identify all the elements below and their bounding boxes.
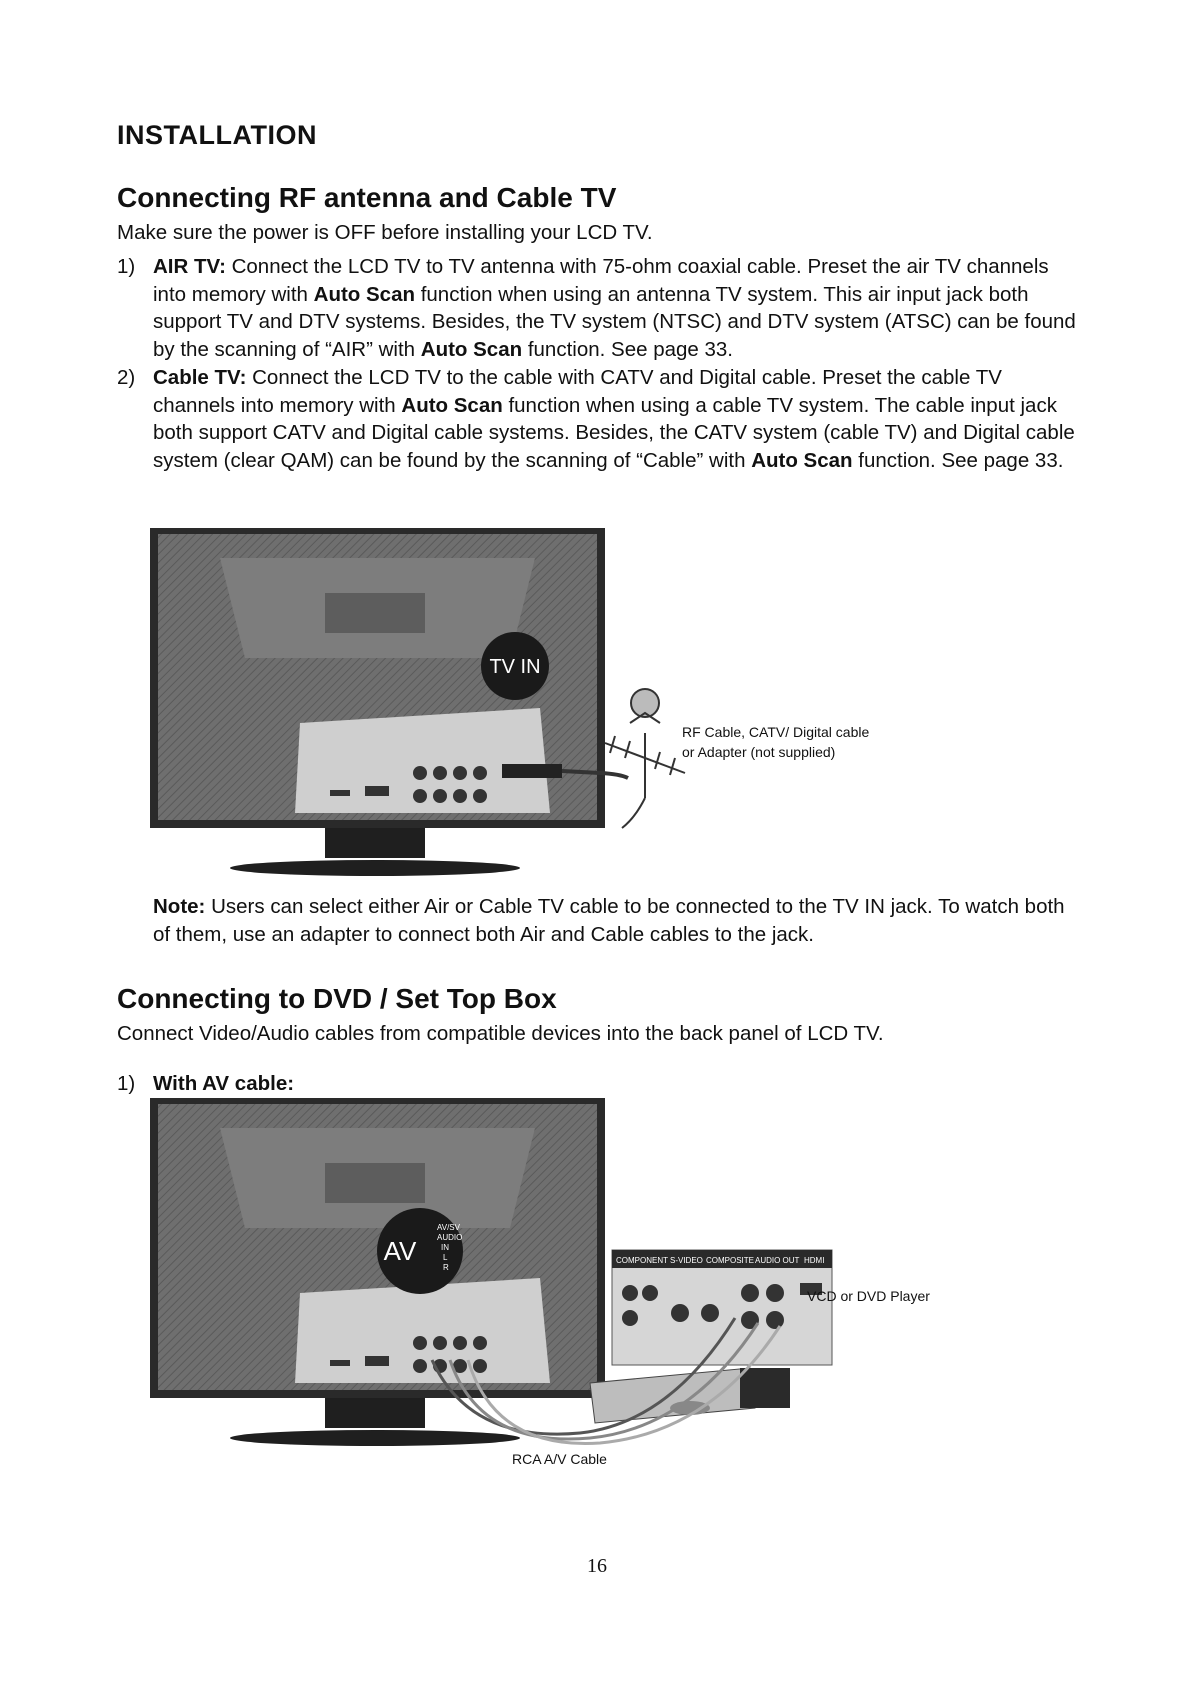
av-badge-label: AV [383, 1236, 417, 1266]
device-caption: VCD or DVD Player [807, 1288, 930, 1304]
section-title: INSTALLATION [117, 120, 317, 150]
dvd-item-1-number: 1) [117, 1072, 136, 1095]
dvd-player-front [740, 1368, 790, 1408]
av-badge-sub-5: R [443, 1263, 449, 1272]
panel-label-svideo: S-VIDEO [670, 1256, 703, 1265]
dvd-heading: Connecting to DVD / Set Top Box [117, 983, 557, 1014]
dvd-intro: Connect Video/Audio cables from compatible devices into the back panel of LCD TV. [117, 1022, 884, 1045]
tv-stand-neck [325, 1398, 425, 1428]
panel-label-audio-out: AUDIO OUT [755, 1256, 800, 1265]
dvd-player [590, 1368, 755, 1423]
panel-label-hdmi: HDMI [804, 1256, 825, 1265]
rf-item-1-number: 1) [117, 255, 136, 278]
rf-connection-figure [150, 528, 1010, 878]
panel-label-composite: COMPOSITE [706, 1256, 755, 1265]
rf-item-1-text: AIR TV: Connect the LCD TV to TV antenna with 75-ohm coaxial cable. Preset the air TV channels into memory with Auto Scan function when using an antenna TV system. This air input jack both support TV and DTV systems. Besides, the TV system (NTSC) and DTV system (ATSC) can be found by the scanning of “AIR” with Auto Scan function. See page 33. [153, 255, 1076, 361]
tv-in-badge-label: TV IN [489, 656, 541, 678]
rf-caption-line-1: RF Cable, CATV/ Digital cable [682, 724, 870, 740]
av-badge-sub-3: IN [441, 1243, 449, 1252]
rf-item-2-text: Cable TV: Connect the LCD TV to the cable with CATV and Digital cable. Preset the cable TV channels into memory with Auto Scan function when using a cable TV system. The cable input jack both support CATV and Digital cable systems. Besides, the CATV system (cable TV) and Digital cable system (clear QAM) can be found by the scanning of “Cable” with Auto Scan function. See page 33. [153, 366, 1075, 472]
page-number: 16 [587, 1555, 607, 1577]
dvd-item-1-label: With AV cable: [153, 1072, 295, 1095]
av-badge-sub-2: AUDIO [437, 1233, 463, 1242]
rf-caption-line-2: or Adapter (not supplied) [682, 744, 836, 760]
av-badge-sub-1: AV/SV [437, 1223, 460, 1232]
device-panel-labels [616, 1256, 824, 1265]
tv-stand-base [230, 1430, 520, 1446]
rf-cable-plug [502, 764, 562, 778]
rf-item-2-label: Cable TV: [153, 366, 247, 389]
antenna-icon [605, 689, 685, 828]
rf-item-2-number: 2) [117, 366, 136, 389]
rf-note: Note: Users can select either Air or Cable TV cable to be connected to the TV IN jack. To watch both of them, use an adapter to connect both Air and Cable cables to the jack. [153, 895, 1065, 946]
tv-stand-neck [325, 828, 425, 858]
panel-label-component: COMPONENT [616, 1256, 668, 1265]
rf-note-label: Note: [153, 895, 206, 918]
dvd-connection-figure [150, 1098, 1010, 1478]
av-badge-sub-4: L [443, 1253, 448, 1262]
tv-stand-base [230, 860, 520, 876]
rf-heading: Connecting RF antenna and Cable TV [117, 182, 617, 213]
rf-intro: Make sure the power is OFF before installing your LCD TV. [117, 221, 653, 244]
rf-item-1-label: AIR TV: [153, 255, 226, 278]
cable-caption: RCA A/V Cable [512, 1451, 607, 1467]
